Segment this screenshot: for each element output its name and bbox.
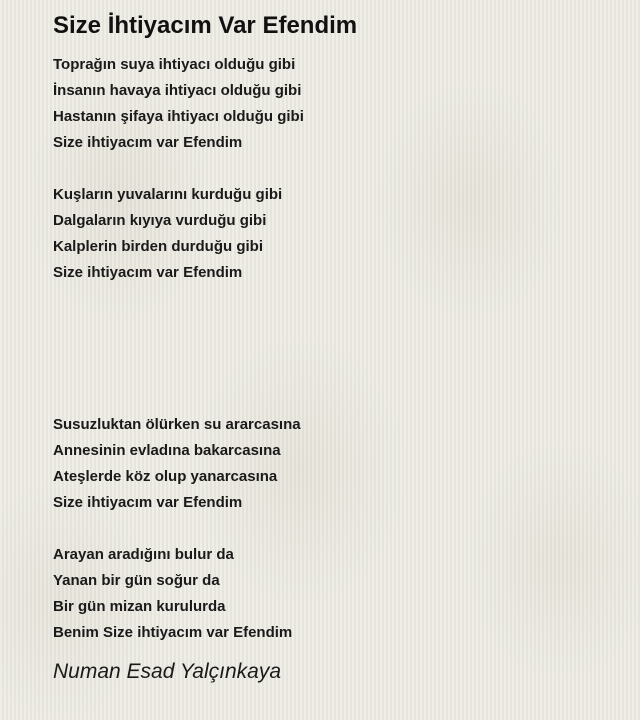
stanza-spacer <box>53 156 613 182</box>
poem-line: Kalplerin birden durduğu gibi <box>53 238 263 255</box>
poem-line: Dalgaların kıyıya vurduğu gibi <box>53 212 267 229</box>
poem-line: Arayan aradığını bulur da <box>53 546 234 563</box>
poem-body <box>53 52 613 646</box>
stanza-3 <box>53 412 613 516</box>
poem-line: Hastanın şifaya ihtiyacı olduğu gibi <box>53 108 304 125</box>
stanza-spacer <box>53 516 613 542</box>
poem-line: Bir gün mizan kurulurda <box>53 598 226 615</box>
poem-line: Kuşların yuvalarını kurduğu gibi <box>53 186 283 203</box>
stanza-1 <box>53 52 613 156</box>
stanza-2 <box>53 182 613 286</box>
poem-line: Size ihtiyacım var Efendim <box>53 134 243 151</box>
poem-line: Ateşlerde köz olup yanarcasına <box>53 468 278 485</box>
poem-line: Susuzluktan ölürken su ararcasına <box>53 416 301 433</box>
poem-line: Yanan bir gün soğur da <box>53 572 220 589</box>
poem-line: Annesinin evladına bakarcasına <box>53 442 281 459</box>
poem-line: İnsanın havaya ihtiyacı olduğu gibi <box>53 82 302 99</box>
poem-title: Size İhtiyacım Var Efendim <box>53 12 358 39</box>
poem-line: Toprağın suya ihtiyacı olduğu gibi <box>53 56 296 73</box>
stanza-4 <box>53 542 613 646</box>
poem-author: Numan Esad Yalçınkaya <box>53 660 282 683</box>
poem-line: Size ihtiyacım var Efendim <box>53 264 243 281</box>
poem-line: Benim Size ihtiyacım var Efendim <box>53 624 293 641</box>
stanza-spacer <box>53 286 613 412</box>
poem-line: Size ihtiyacım var Efendim <box>53 494 243 511</box>
